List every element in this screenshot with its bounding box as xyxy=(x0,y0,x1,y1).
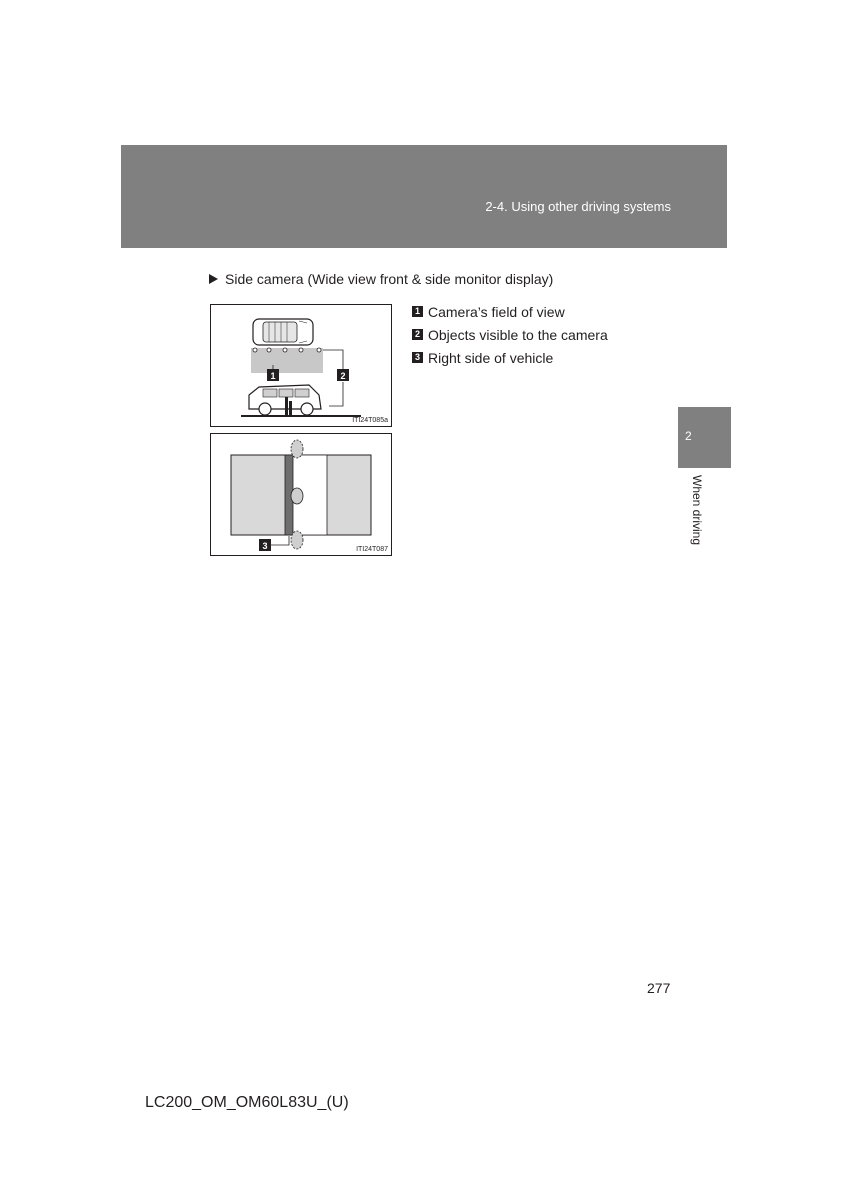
callout-item xyxy=(412,300,608,323)
figure-code: ITI24T087 xyxy=(356,546,388,553)
callout-list xyxy=(412,300,608,369)
vehicle-side-view xyxy=(249,385,321,415)
section-title: 2-4. Using other driving systems xyxy=(485,199,671,214)
chapter-number: 2 xyxy=(685,429,692,443)
callout-text: Objects visible to the camera xyxy=(428,326,608,343)
callout-number: 1 xyxy=(412,306,423,317)
monitor-display-illustration xyxy=(211,434,391,555)
section-heading-text: Side camera (Wide view front & side monitor display) xyxy=(225,271,554,287)
vehicle-top-view xyxy=(253,319,313,345)
figure-monitor-display xyxy=(210,433,392,556)
field-of-view-area xyxy=(251,348,323,373)
section-heading xyxy=(209,271,553,287)
callout-item xyxy=(412,346,608,369)
figure-marker-2-label: 2 xyxy=(340,371,346,381)
callout-text: Right side of vehicle xyxy=(428,349,554,366)
callout-item xyxy=(412,323,608,346)
document-code: LC200_OM_OM60L83U_(U) xyxy=(145,1094,349,1111)
header-band xyxy=(121,145,727,248)
page-number: 277 xyxy=(647,980,671,996)
callout-number: 2 xyxy=(412,329,423,340)
figure-code: ITI24T085a xyxy=(352,417,388,424)
field-of-view-illustration xyxy=(211,305,391,426)
chapter-label: When driving xyxy=(690,475,704,546)
figure-camera-field-of-view xyxy=(210,304,392,427)
callout-text: Camera’s field of view xyxy=(428,303,565,320)
figure-marker-1-label: 1 xyxy=(270,371,276,381)
callout-number: 3 xyxy=(412,352,423,363)
triangle-bullet-icon xyxy=(209,274,218,284)
figure-marker-3-label: 3 xyxy=(262,541,268,551)
chapter-tab xyxy=(678,407,731,468)
